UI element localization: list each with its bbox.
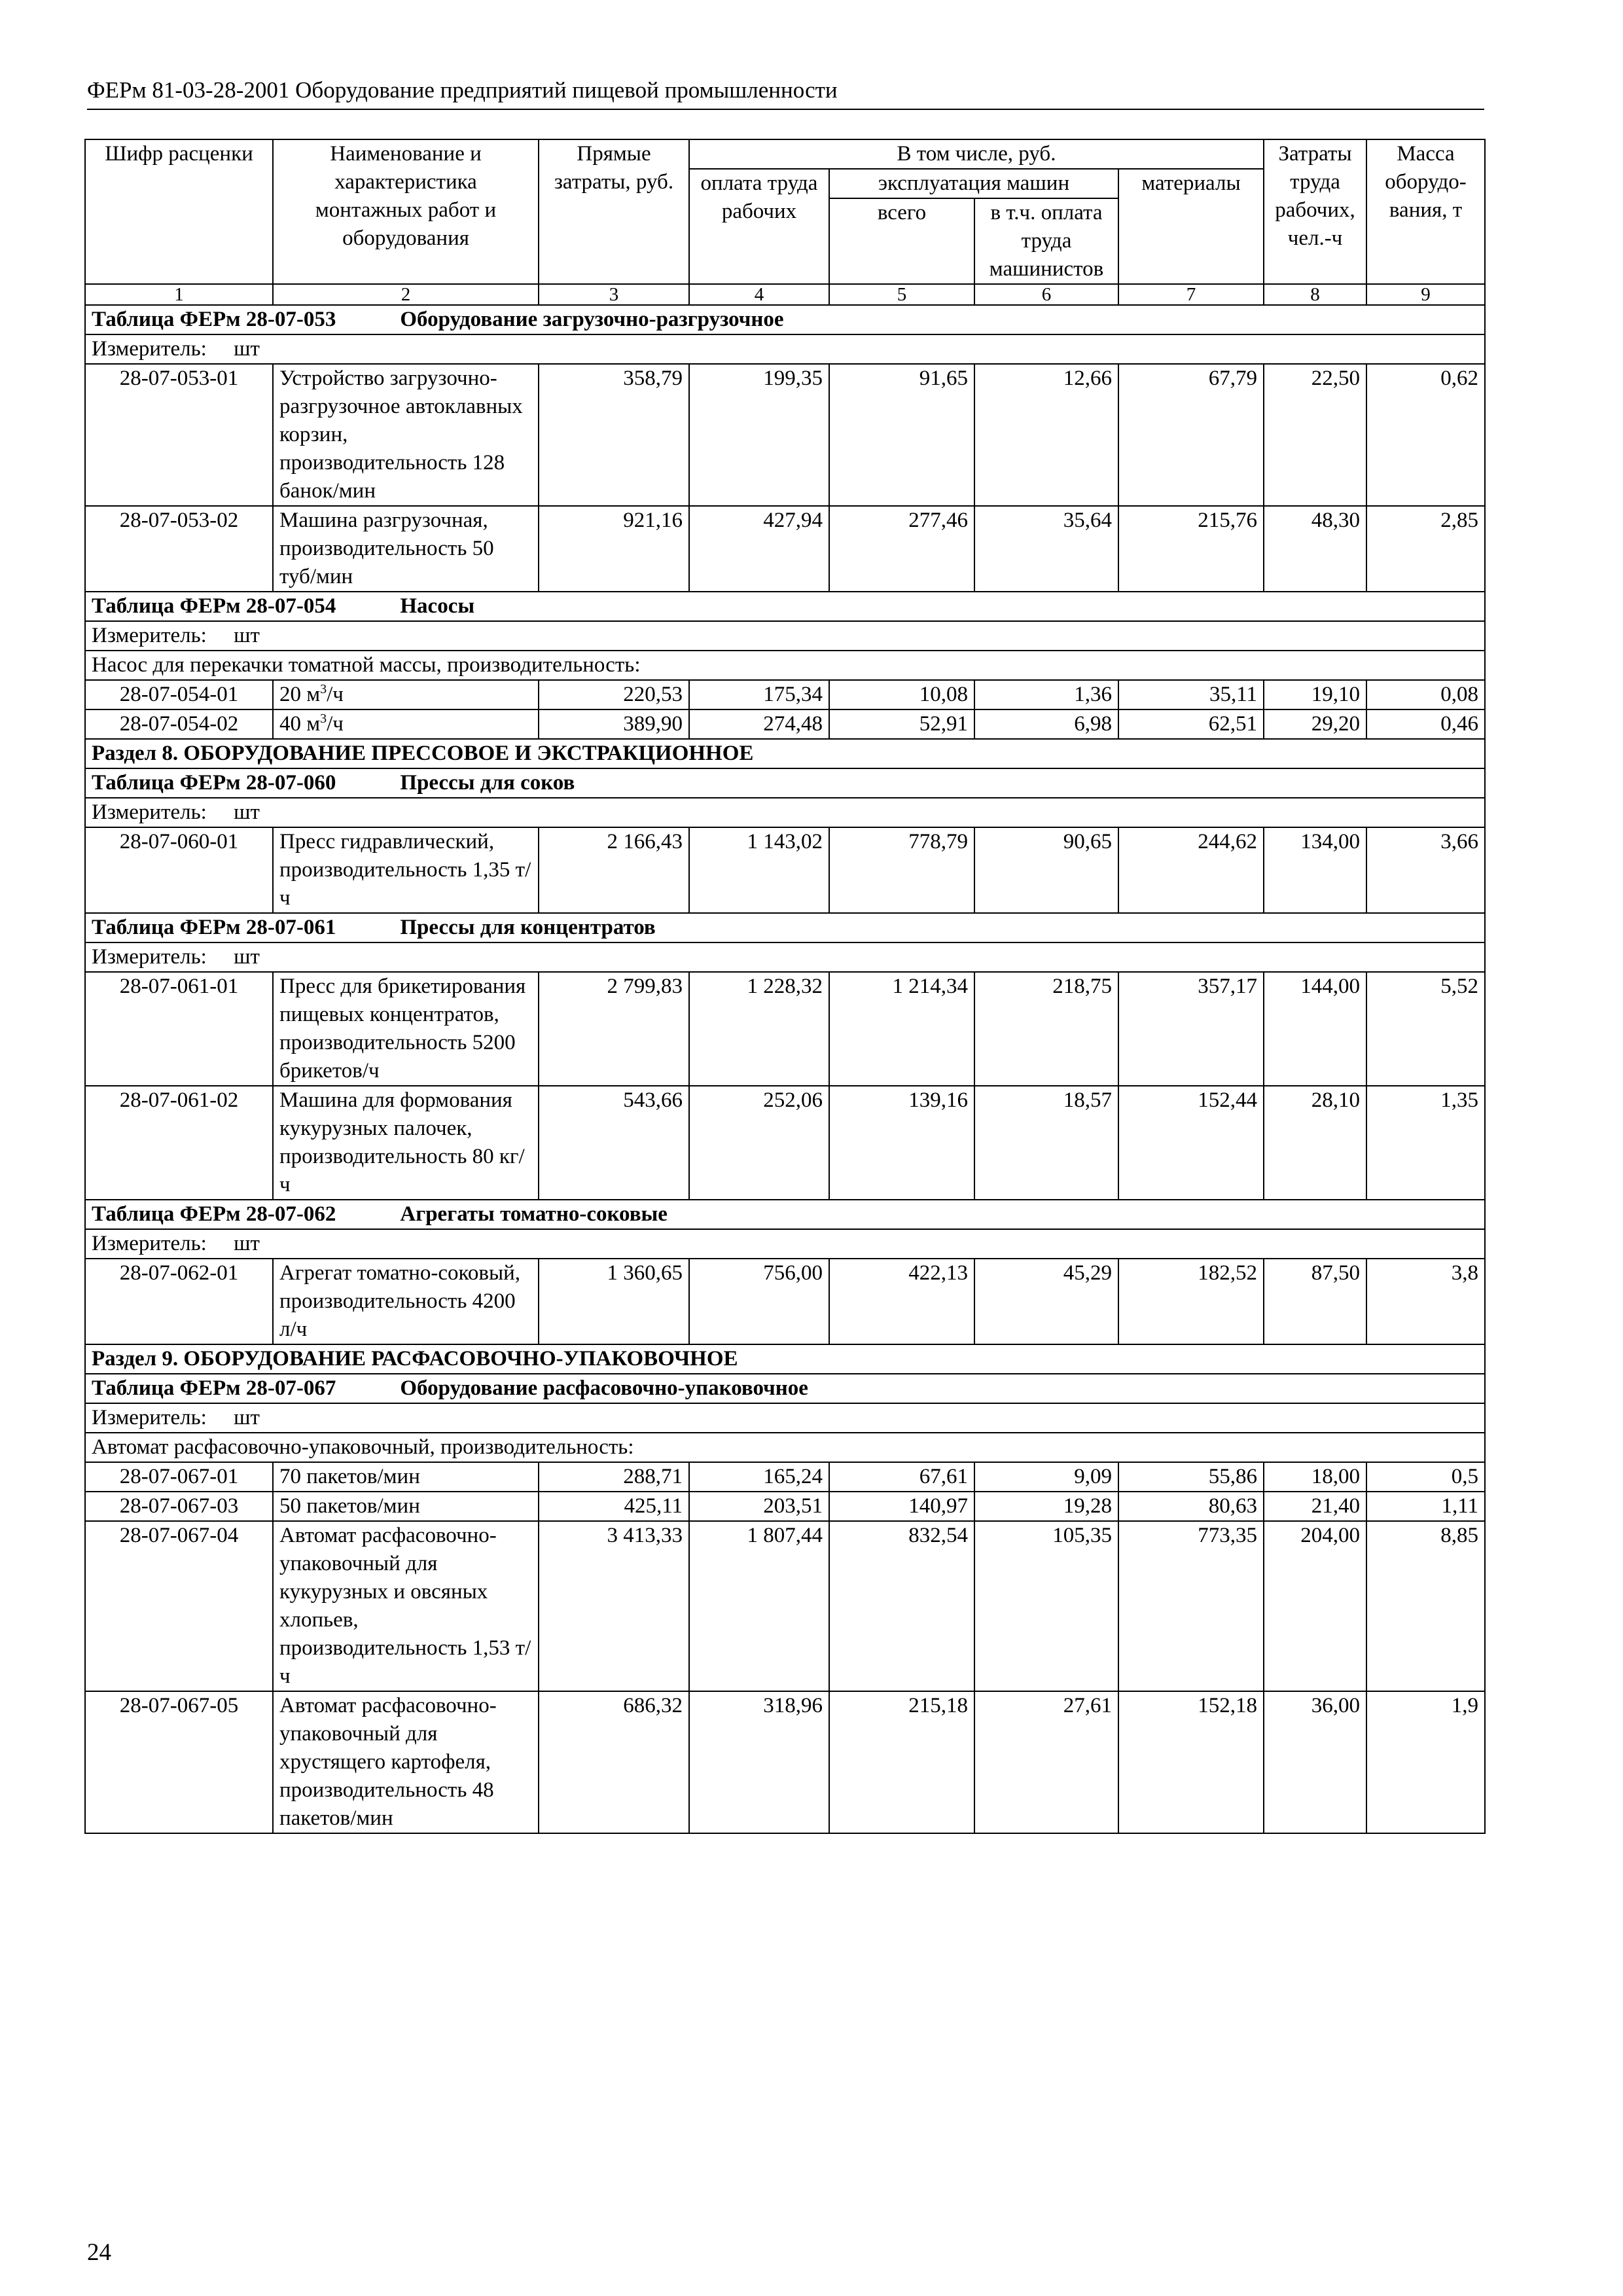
rate-code: 28-07-062-01 <box>85 1259 273 1344</box>
unit-row <box>85 942 1485 972</box>
table-heading <box>85 1374 1485 1403</box>
unit-label: Измеритель: <box>92 1232 207 1255</box>
rate-code: 28-07-053-01 <box>85 364 273 506</box>
operators-cost: 1,36 <box>974 680 1118 709</box>
unit-value: шт <box>234 1232 260 1255</box>
table-title: Агрегаты томатно-соковые <box>400 1202 668 1226</box>
materials-cost: 244,62 <box>1118 827 1264 913</box>
direct-cost: 220,53 <box>539 680 689 709</box>
labor-cost: 1 807,44 <box>689 1521 829 1691</box>
direct-cost: 1 360,65 <box>539 1259 689 1344</box>
table-number: Таблица ФЕРм 28-07-054 <box>92 594 336 618</box>
unit-label: Измеритель: <box>92 945 207 969</box>
col-number: 8 <box>1264 284 1366 305</box>
labor-cost: 252,06 <box>689 1086 829 1200</box>
equipment-mass: 1,11 <box>1366 1492 1485 1521</box>
labor-hours: 28,10 <box>1264 1086 1366 1200</box>
equipment-mass: 8,85 <box>1366 1521 1485 1691</box>
table-title: Оборудование расфасовочно-упаковочное <box>400 1376 808 1400</box>
table-heading <box>85 305 1485 334</box>
table-number: Таблица ФЕРм 28-07-067 <box>92 1376 336 1400</box>
direct-cost: 358,79 <box>539 364 689 506</box>
col-number: 7 <box>1118 284 1264 305</box>
rate-code: 28-07-053-02 <box>85 506 273 592</box>
rate-name: Пресс гидравлический, производительность 1,35 т/ч <box>273 827 539 913</box>
table-heading <box>85 592 1485 621</box>
col-header-name: Наименование и характеристика монтажных работ и оборудования <box>273 139 539 284</box>
direct-cost: 425,11 <box>539 1492 689 1521</box>
labor-cost: 1 143,02 <box>689 827 829 913</box>
equipment-mass: 3,8 <box>1366 1259 1485 1344</box>
col-number: 1 <box>85 284 273 305</box>
equipment-mass: 2,85 <box>1366 506 1485 592</box>
table-row <box>85 364 1485 506</box>
machines-total: 52,91 <box>829 709 974 739</box>
section-heading: Раздел 9. ОБОРУДОВАНИЕ РАСФАСОВОЧНО-УПАКОВОЧНОЕ <box>85 1344 1485 1374</box>
machines-total: 1 214,34 <box>829 972 974 1086</box>
col-number: 6 <box>974 284 1118 305</box>
labor-cost: 756,00 <box>689 1259 829 1344</box>
table-title: Насосы <box>400 594 475 618</box>
table-row <box>85 827 1485 913</box>
machines-total: 139,16 <box>829 1086 974 1200</box>
direct-cost: 921,16 <box>539 506 689 592</box>
unit-label: Измеритель: <box>92 1406 207 1429</box>
section-heading: Раздел 8. ОБОРУДОВАНИЕ ПРЕССОВОЕ И ЭКСТРАКЦИОННОЕ <box>85 739 1485 768</box>
operators-cost: 105,35 <box>974 1521 1118 1691</box>
col-header-hours: Затраты труда рабочих, чел.-ч <box>1264 139 1366 284</box>
machines-total: 422,13 <box>829 1259 974 1344</box>
capacity-unit: /ч <box>327 712 344 736</box>
unit-value: шт <box>234 337 260 361</box>
labor-cost: 203,51 <box>689 1492 829 1521</box>
materials-cost: 67,79 <box>1118 364 1264 506</box>
operators-cost: 12,66 <box>974 364 1118 506</box>
direct-cost: 543,66 <box>539 1086 689 1200</box>
operators-cost: 18,57 <box>974 1086 1118 1200</box>
rate-code: 28-07-067-05 <box>85 1691 273 1833</box>
labor-hours: 204,00 <box>1264 1521 1366 1691</box>
direct-cost: 2 166,43 <box>539 827 689 913</box>
direct-cost: 389,90 <box>539 709 689 739</box>
table-title: Прессы для соков <box>400 771 575 795</box>
group-intro: Насос для перекачки томатной массы, производительность: <box>85 651 1485 680</box>
direct-cost: 288,71 <box>539 1462 689 1492</box>
table-row <box>85 1086 1485 1200</box>
labor-cost: 175,34 <box>689 680 829 709</box>
equipment-mass: 3,66 <box>1366 827 1485 913</box>
labor-cost: 1 228,32 <box>689 972 829 1086</box>
capacity-value: 20 м <box>279 683 321 706</box>
materials-cost: 357,17 <box>1118 972 1264 1086</box>
labor-cost: 165,24 <box>689 1462 829 1492</box>
superscript: 3 <box>320 682 327 696</box>
machines-total: 140,97 <box>829 1492 974 1521</box>
labor-hours: 36,00 <box>1264 1691 1366 1833</box>
labor-hours: 134,00 <box>1264 827 1366 913</box>
equipment-mass: 0,46 <box>1366 709 1485 739</box>
rate-name: Агрегат томатно-соковый, производительность 4200 л/ч <box>273 1259 539 1344</box>
unit-value: шт <box>234 945 260 969</box>
group-intro: Автомат расфасовочно-упаковочный, производительность: <box>85 1433 1485 1462</box>
table-row <box>85 506 1485 592</box>
operators-cost: 45,29 <box>974 1259 1118 1344</box>
rate-code: 28-07-061-02 <box>85 1086 273 1200</box>
direct-cost: 2 799,83 <box>539 972 689 1086</box>
labor-hours: 22,50 <box>1264 364 1366 506</box>
machines-total: 91,65 <box>829 364 974 506</box>
labor-cost: 199,35 <box>689 364 829 506</box>
operators-cost: 27,61 <box>974 1691 1118 1833</box>
machines-total: 215,18 <box>829 1691 974 1833</box>
rate-name: Пресс для брикетирования пищевых концентратов, производительность 5200 брикетов/ч <box>273 972 539 1086</box>
labor-cost: 427,94 <box>689 506 829 592</box>
col-header-machines: эксплуатация машин <box>829 169 1118 198</box>
machines-total: 778,79 <box>829 827 974 913</box>
equipment-mass: 1,35 <box>1366 1086 1485 1200</box>
col-number: 3 <box>539 284 689 305</box>
unit-row <box>85 1403 1485 1433</box>
materials-cost: 773,35 <box>1118 1521 1264 1691</box>
unit-label: Измеритель: <box>92 800 207 824</box>
rate-name: Автомат расфасовочно-упаковочный для хрустящего картофеля, производительность 48 пакетов/мин <box>273 1691 539 1833</box>
col-header-operators: в т.ч. оплата труда машинистов <box>974 198 1118 284</box>
capacity-unit: /ч <box>327 683 344 706</box>
materials-cost: 152,18 <box>1118 1691 1264 1833</box>
rate-code: 28-07-067-01 <box>85 1462 273 1492</box>
col-number: 9 <box>1366 284 1485 305</box>
machines-total: 67,61 <box>829 1462 974 1492</box>
operators-cost: 218,75 <box>974 972 1118 1086</box>
rate-name: Автомат расфасовочно-упаковочный для кукурузных и овсяных хлопьев, производительность 1,53 т/ч <box>273 1521 539 1691</box>
table-row <box>85 972 1485 1086</box>
unit-row <box>85 334 1485 364</box>
table-title: Оборудование загрузочно-разгрузочное <box>400 308 784 331</box>
rate-name: 70 пакетов/мин <box>273 1462 539 1492</box>
table-row <box>85 1492 1485 1521</box>
unit-value: шт <box>234 800 260 824</box>
unit-row <box>85 1229 1485 1259</box>
col-header-mass: Масса оборудо-вания, т <box>1366 139 1485 284</box>
operators-cost: 9,09 <box>974 1462 1118 1492</box>
equipment-mass: 5,52 <box>1366 972 1485 1086</box>
labor-hours: 21,40 <box>1264 1492 1366 1521</box>
labor-hours: 48,30 <box>1264 506 1366 592</box>
table-number: Таблица ФЕРм 28-07-060 <box>92 771 336 795</box>
page-header: ФЕРм 81-03-28-2001 Оборудование предприятий пищевой промышленности <box>87 76 1484 110</box>
col-header-labor: оплата труда рабочих <box>689 169 829 284</box>
table-row <box>85 1691 1485 1833</box>
col-header-code: Шифр расценки <box>85 139 273 284</box>
materials-cost: 152,44 <box>1118 1086 1264 1200</box>
rate-name: Машина разгрузочная, производительность 50 туб/мин <box>273 506 539 592</box>
operators-cost: 19,28 <box>974 1492 1118 1521</box>
machines-total: 10,08 <box>829 680 974 709</box>
table-row <box>85 680 1485 709</box>
rates-table <box>84 139 1486 1834</box>
col-header-incl: В том числе, руб. <box>689 139 1264 169</box>
materials-cost: 35,11 <box>1118 680 1264 709</box>
direct-cost: 3 413,33 <box>539 1521 689 1691</box>
materials-cost: 55,86 <box>1118 1462 1264 1492</box>
rate-name <box>273 709 539 739</box>
labor-hours: 87,50 <box>1264 1259 1366 1344</box>
equipment-mass: 0,5 <box>1366 1462 1485 1492</box>
page-number: 24 <box>87 2239 111 2266</box>
table-number: Таблица ФЕРм 28-07-053 <box>92 308 336 331</box>
col-number: 5 <box>829 284 974 305</box>
table-heading <box>85 913 1485 942</box>
labor-hours: 29,20 <box>1264 709 1366 739</box>
rate-name <box>273 680 539 709</box>
machines-total: 277,46 <box>829 506 974 592</box>
unit-value: шт <box>234 1406 260 1429</box>
materials-cost: 80,63 <box>1118 1492 1264 1521</box>
col-header-direct: Прямые затраты, руб. <box>539 139 689 284</box>
labor-cost: 274,48 <box>689 709 829 739</box>
col-header-total: всего <box>829 198 974 284</box>
rate-code: 28-07-060-01 <box>85 827 273 913</box>
equipment-mass: 0,62 <box>1366 364 1485 506</box>
table-number: Таблица ФЕРм 28-07-061 <box>92 916 336 939</box>
rate-name: 50 пакетов/мин <box>273 1492 539 1521</box>
table-heading <box>85 1200 1485 1229</box>
unit-value: шт <box>234 624 260 647</box>
rate-code: 28-07-054-02 <box>85 709 273 739</box>
machines-total: 832,54 <box>829 1521 974 1691</box>
rate-code: 28-07-067-03 <box>85 1492 273 1521</box>
rate-code: 28-07-054-01 <box>85 680 273 709</box>
table-row <box>85 1462 1485 1492</box>
table-number: Таблица ФЕРм 28-07-062 <box>92 1202 336 1226</box>
equipment-mass: 1,9 <box>1366 1691 1485 1833</box>
operators-cost: 35,64 <box>974 506 1118 592</box>
materials-cost: 215,76 <box>1118 506 1264 592</box>
materials-cost: 182,52 <box>1118 1259 1264 1344</box>
col-number: 2 <box>273 284 539 305</box>
rate-name: Машина для формования кукурузных палочек, производительность 80 кг/ч <box>273 1086 539 1200</box>
operators-cost: 6,98 <box>974 709 1118 739</box>
unit-label: Измеритель: <box>92 337 207 361</box>
table-row <box>85 1259 1485 1344</box>
col-number: 4 <box>689 284 829 305</box>
labor-hours: 19,10 <box>1264 680 1366 709</box>
table-row <box>85 1521 1485 1691</box>
table-row <box>85 709 1485 739</box>
labor-hours: 144,00 <box>1264 972 1366 1086</box>
rate-name: Устройство загрузочно-разгрузочное автоклавных корзин, производительность 128 банок/мин <box>273 364 539 506</box>
direct-cost: 686,32 <box>539 1691 689 1833</box>
labor-cost: 318,96 <box>689 1691 829 1833</box>
equipment-mass: 0,08 <box>1366 680 1485 709</box>
superscript: 3 <box>320 711 327 726</box>
capacity-value: 40 м <box>279 712 321 736</box>
materials-cost: 62,51 <box>1118 709 1264 739</box>
labor-hours: 18,00 <box>1264 1462 1366 1492</box>
rate-code: 28-07-061-01 <box>85 972 273 1086</box>
unit-label: Измеритель: <box>92 624 207 647</box>
col-header-materials: материалы <box>1118 169 1264 284</box>
operators-cost: 90,65 <box>974 827 1118 913</box>
unit-row <box>85 798 1485 827</box>
table-title: Прессы для концентратов <box>400 916 656 939</box>
table-heading <box>85 768 1485 798</box>
unit-row <box>85 621 1485 651</box>
rate-code: 28-07-067-04 <box>85 1521 273 1691</box>
